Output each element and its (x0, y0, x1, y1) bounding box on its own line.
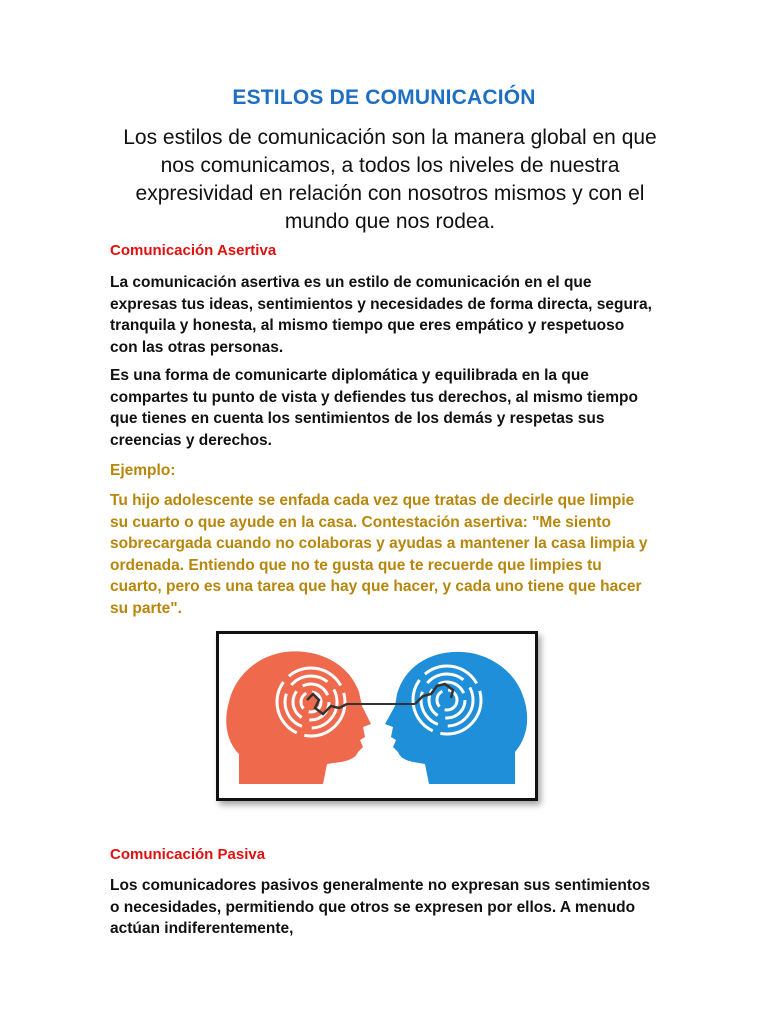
two-heads-maze-illustration (216, 631, 538, 801)
example-text: Tu hijo adolescente se enfada cada vez que tratas de decirle que limpie su cuarto o que ayude en la casa. Contestación asertiva: "Me siento sobrecargada cuando no colaboras y ayudas a mantener la casa limpia y ordenada. Entiendo que no te gusta que te recuerde que limpies tu cuarto, pero es una tarea que hay que hacer, y cada uno tiene que hacer su parte". (110, 492, 648, 617)
asertiva-paragraph-2: Es una forma de comunicarte diplomática y equilibrada en la que compartes tu punto de vista y defiendes tus derechos, al mismo tiempo que tienes en cuenta los sentimientos de los demás y respetas sus creencias y derechos. (110, 367, 638, 449)
heading-pasiva: Comunicación Pasiva (110, 846, 266, 863)
intro-paragraph: Los estilos de comunicación son la manera global en que nos comunicamos, a todos los niveles de nuestra expresividad en relación con nosotros mismos y con el mundo que nos rodea. (123, 126, 657, 233)
two-heads-maze-icon (219, 634, 535, 798)
asertiva-paragraph-1: La comunicación asertiva es un estilo de comunicación en el que expresas tus ideas, sentimientos y necesidades de forma directa, segura, tranquila y honesta, al mismo tiempo que eres empático y respetuoso con las otras personas. (110, 274, 652, 356)
page-title: ESTILOS DE COMUNICACIÓN (232, 86, 536, 109)
heading-asertiva: Comunicación Asertiva (110, 242, 277, 259)
example-label: Ejemplo: (110, 462, 176, 479)
right-head-silhouette (385, 652, 527, 784)
pasiva-paragraph-1: Los comunicadores pasivos generalmente no expresan sus sentimientos o necesidades, permitiendo que otros se expresen por ellos. A menudo actúan indiferentemente, (110, 877, 651, 937)
